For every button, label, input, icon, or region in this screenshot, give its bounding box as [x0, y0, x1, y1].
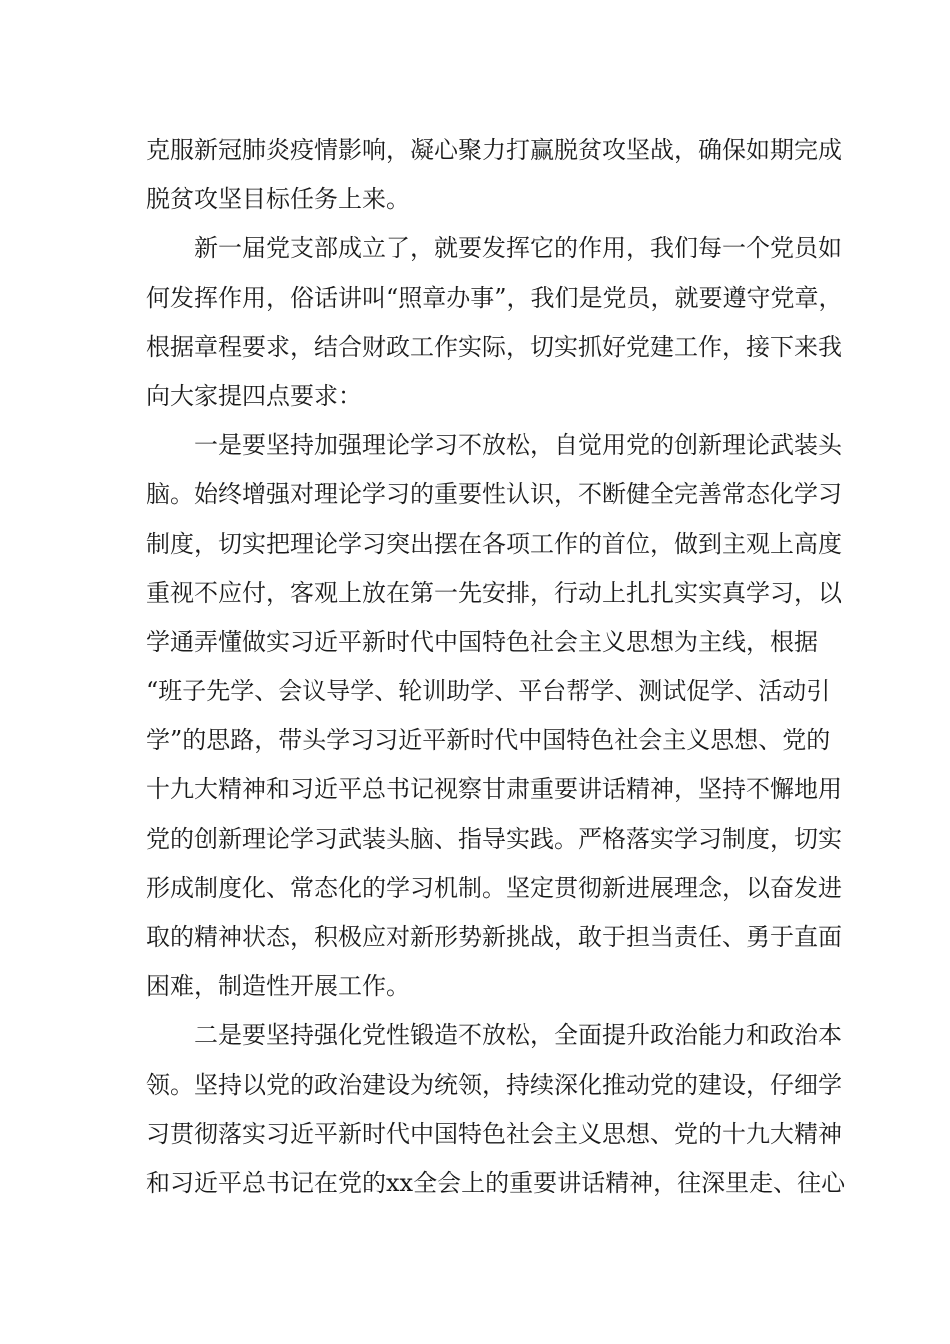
text-line: 形成制度化、常态化的学习机制。坚定贯彻新进展理念，以奋发进 [146, 873, 842, 902]
text-line: 习贯彻落实习近平新时代中国特色社会主义思想、党的十九大精神 [146, 1119, 842, 1148]
text-line: 和习近平总书记在党的xx全会上的重要讲话精神，往深里走、往心 [146, 1168, 846, 1197]
body-text [146, 126, 846, 1208]
text-line: 向大家提四点要求： [146, 381, 362, 410]
text-line: 何发挥作用，俗话讲叫“照章办事”，我们是党员，就要遵守党章， [146, 283, 843, 312]
text-line: 学通弄懂做实习近平新时代中国特色社会主义思想为主线，根据 [146, 627, 818, 656]
text-line: “班子先学、会议导学、轮训助学、平台帮学、测试促学、活动引 [146, 677, 831, 706]
text-line: 克服新冠肺炎疫情影响，凝心聚力打赢脱贫攻坚战，确保如期完成 [146, 136, 842, 164]
text-line: 学”的思路，带头学习习近平新时代中国特色社会主义思想、党的 [146, 726, 831, 755]
text-line: 党的创新理论学习武装头脑、指导实践。严格落实学习制度，切实 [146, 824, 842, 853]
text-line: 十九大精神和习近平总书记视察甘肃重要讲话精神，坚持不懈地用 [146, 775, 842, 804]
text-line: 二是要坚持强化党性锻造不放松，全面提升政治能力和政治本 [146, 1021, 842, 1050]
text-line: 新一届党支部成立了，就要发挥它的作用，我们每一个党员如 [146, 234, 842, 263]
text-line: 领。坚持以党的政治建设为统领，持续深化推动党的建设，仔细学 [146, 1070, 842, 1099]
text-line: 脑。始终增强对理论学习的重要性认识，不断健全完善常态化学习 [146, 480, 842, 509]
text-line: 根据章程要求，结合财政工作实际，切实抓好党建工作，接下来我 [146, 332, 842, 361]
text-line: 取的精神状态，积极应对新形势新挑战，敢于担当责任、勇于直面 [146, 923, 842, 951]
text-line: 困难，制造性开展工作。 [146, 972, 410, 1001]
text-line: 制度，切实把理论学习突出摆在各项工作的首位，做到主观上高度 [146, 529, 842, 558]
text-line: 重视不应付，客观上放在第一先安排，行动上扎扎实实真学习，以 [146, 578, 842, 607]
text-line: 脱贫攻坚目标任务上来。 [146, 185, 410, 214]
text-line: 一是要坚持加强理论学习不放松，自觉用党的创新理论武装头 [146, 431, 842, 460]
